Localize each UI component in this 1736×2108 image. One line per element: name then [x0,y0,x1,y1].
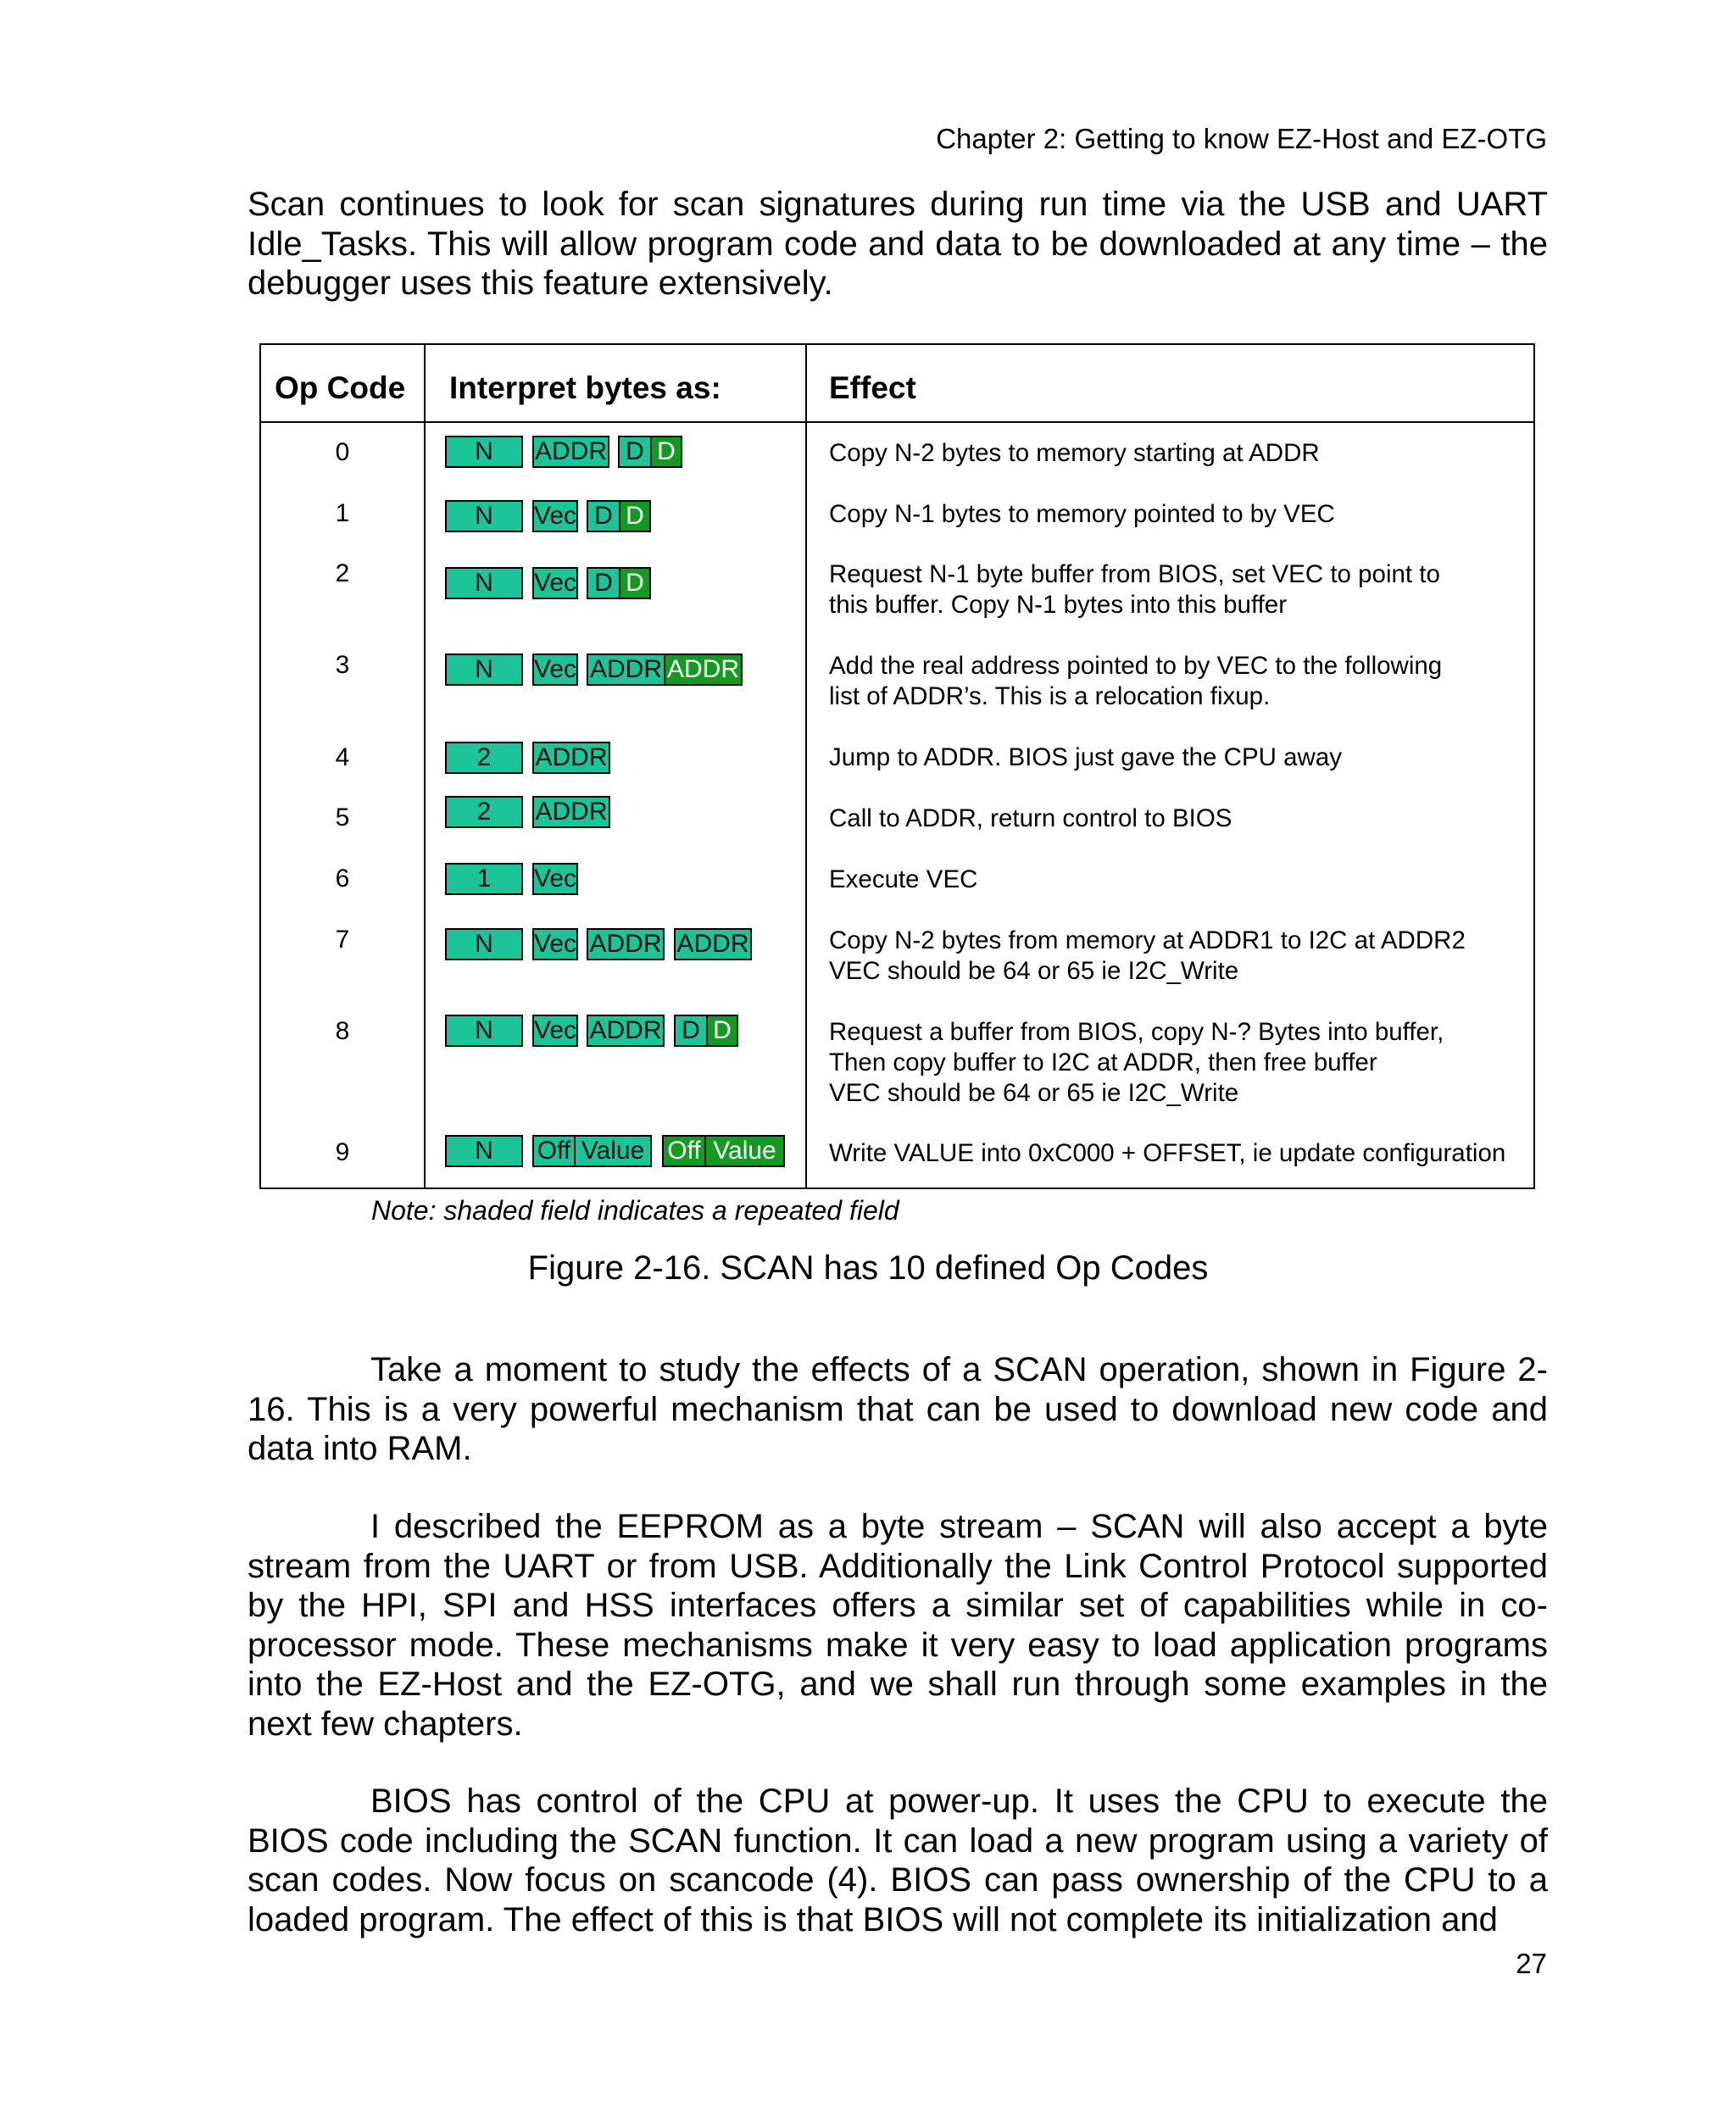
field-addr: ADDR [532,436,609,468]
effect-line: VEC should be 64 or 65 ie I2C_Write [829,957,1239,985]
effect-cell [829,1138,1505,1169]
field-d-repeated: D [650,436,682,468]
field-d: D [587,500,620,532]
op-code-cell: 0 [335,438,350,466]
scan-opcode-table [259,343,1535,1189]
op-code-cell: 2 [335,559,350,587]
field-n: 2 [445,742,523,774]
field-d-repeated: D [619,567,651,599]
op-code-cell: 3 [335,651,350,679]
field-off-repeated: Off [662,1135,706,1167]
table-note: Note: shaded field indicates a repeated field [371,1195,899,1226]
effect-line: Copy N-1 bytes to memory pointed to by VEC [829,500,1335,528]
field-n: 2 [445,796,523,828]
body-paragraph: BIOS has control of the CPU at power-up. It uses the CPU to execute the BIOS code including the SCAN function. It can load a new program using a variety of scan codes. Now focus on scancode (4). BIOS can pass ownership of the CPU to a loaded program. The effect of this is that BIOS will not complete its initialization and [248,1783,1548,1938]
effect-line: Execute VEC [829,865,978,893]
field-addr: ADDR [587,928,665,960]
effect-line: list of ADDR’s. This is a relocation fixup. [829,682,1271,710]
field-addr: ADDR [532,742,610,774]
field-vec: Vec [532,567,578,599]
field-d-repeated: D [619,500,651,532]
op-code-cell: 5 [335,804,350,832]
header-effect: Effect [829,370,916,405]
column-divider [805,345,807,1187]
field-n: N [445,500,523,532]
op-code-cell: 8 [335,1017,350,1045]
effect-cell [829,559,1440,620]
field-vec: Vec [532,500,578,532]
effect-line: Call to ADDR, return control to BIOS [829,804,1232,832]
field-d: D [674,1015,708,1047]
effect-cell [829,1017,1444,1109]
field-vec: Vec [532,654,578,686]
page-number: 27 [1516,1948,1547,1979]
field-off: Off [532,1135,576,1167]
intro-paragraph: Scan continues to look for scan signatures during run time via the USB and UART Idle_Tasks. This will allow program code and data to be downloaded at any time – the debugger uses this feature extensively. [248,186,1548,302]
field-n: 1 [445,863,523,895]
effect-line: Add the real address pointed to by VEC to the following [829,652,1443,680]
body-paragraph: I described the EEPROM as a byte stream – SCAN will also accept a byte stream from the UART or from USB. Additionally the Link Control Protocol supported by the HPI, SPI and HSS interfaces offers a similar set of capabilities while in co-processor mode. These mechanisms make it very easy to load application programs into the EZ-Host and the EZ-OTG, and we shall run through some examples in the next few chapters. [248,1508,1548,1743]
effect-cell [829,743,1342,773]
op-code-cell: 6 [335,865,350,893]
effect-line: Request a buffer from BIOS, copy N-? Bytes into buffer, [829,1018,1444,1046]
effect-cell [829,865,977,895]
effect-line: VEC should be 64 or 65 ie I2C_Write [829,1079,1239,1107]
op-code-cell: 7 [335,926,350,954]
effect-cell [829,499,1335,530]
header-interpret-bytes: Interpret bytes as: [449,370,721,405]
effect-cell [829,651,1442,712]
op-code-cell: 1 [335,499,350,527]
effect-line: Copy N-2 bytes from memory at ADDR1 to I2C at ADDR2 [829,926,1466,954]
effect-line: Copy N-2 bytes to memory starting at ADDR [829,439,1320,467]
column-divider [424,345,426,1187]
effect-cell [829,804,1232,834]
field-addr: ADDR [674,928,752,960]
header-op-code: Op Code [275,370,406,405]
field-n: N [445,567,523,599]
field-value: Value [574,1135,652,1167]
op-code-cell: 4 [335,743,350,771]
field-value-repeated: Value [704,1135,785,1167]
effect-cell [829,438,1320,469]
field-addr-repeated: ADDR [664,654,743,686]
op-code-cell: 9 [335,1138,350,1166]
header-divider [261,421,1533,423]
figure-caption: Figure 2-16. SCAN has 10 defined Op Codes [527,1249,1209,1287]
field-d: D [587,567,620,599]
effect-cell [829,926,1466,987]
field-addr: ADDR [587,1015,665,1047]
body-paragraph: Take a moment to study the effects of a SCAN operation, shown in Figure 2-16. This is a very powerful mechanism that can be used to download new code and data into RAM. [248,1351,1548,1467]
field-n: N [445,1015,523,1047]
field-vec: Vec [532,863,578,895]
effect-line: Request N-1 byte buffer from BIOS, set VEC to point to [829,560,1440,588]
running-header: Chapter 2: Getting to know EZ-Host and EZ-OTG [936,123,1547,154]
field-addr: ADDR [587,654,665,686]
field-addr: ADDR [532,796,610,828]
field-n: N [445,1135,523,1167]
effect-line: this buffer. Copy N-1 bytes into this buffer [829,591,1288,619]
field-vec: Vec [532,928,578,960]
field-d: D [618,436,652,468]
effect-line: Jump to ADDR. BIOS just gave the CPU away [829,743,1342,771]
field-n: N [445,654,523,686]
field-d-repeated: D [706,1015,738,1047]
field-vec: Vec [532,1015,578,1047]
field-n: N [445,436,523,468]
field-n: N [445,928,523,960]
effect-line: Write VALUE into 0xC000 + OFFSET, ie update configuration [829,1139,1506,1167]
effect-line: Then copy buffer to I2C at ADDR, then free buffer [829,1048,1377,1076]
